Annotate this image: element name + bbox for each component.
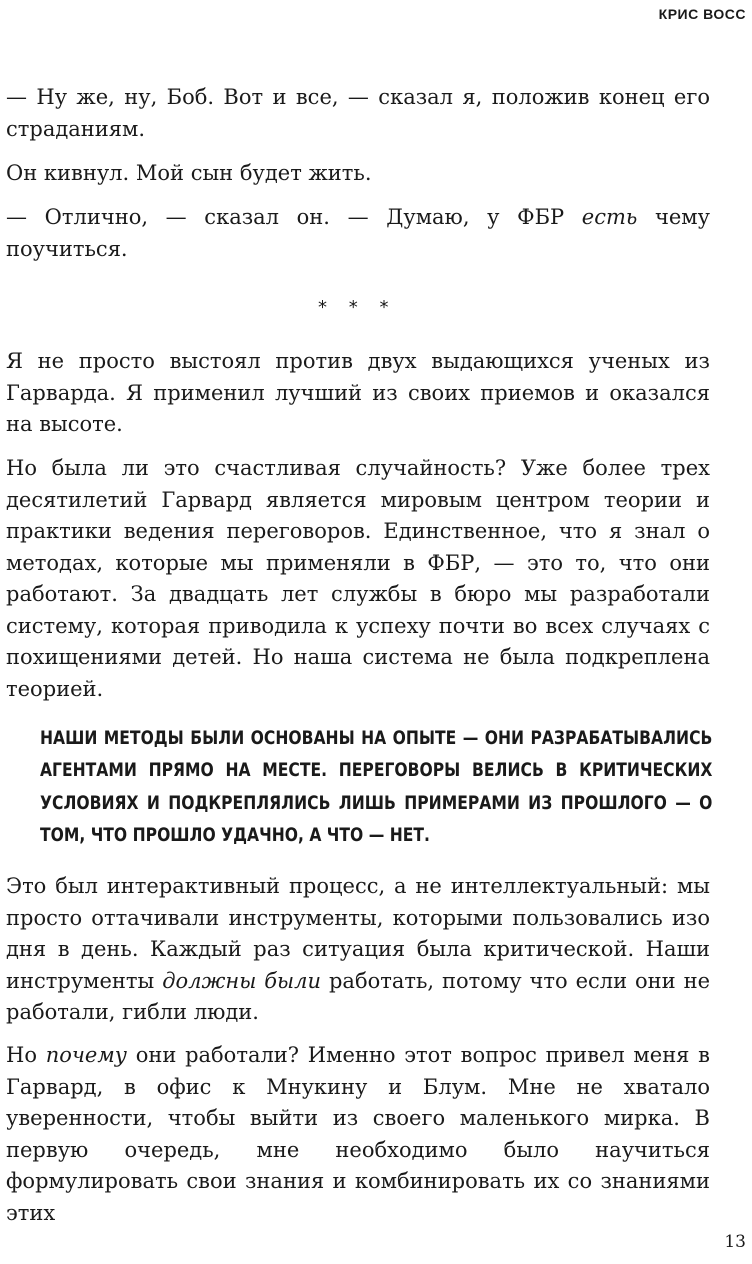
- paragraph-7-part-a: Но: [6, 1043, 46, 1067]
- paragraph-1-text: — Ну же, ну, Боб. Вот и все, — сказал я, положив конец его страданиям.: [6, 85, 710, 141]
- page-number: 13: [724, 1232, 746, 1252]
- paragraph-3-part-b: чему поучиться.: [6, 205, 710, 261]
- paragraph-6: [6, 871, 710, 1029]
- section-separator: * * *: [318, 297, 397, 318]
- paragraph-1: [6, 82, 710, 145]
- paragraph-6-text: [6, 871, 710, 1029]
- paragraph-2: [6, 158, 710, 190]
- pull-quote: НАШИ МЕТОДЫ БЫЛИ ОСНОВАНЫ НА ОПЫТЕ — ОНИ РАЗРАБАТЫВАЛИСЬ АГЕНТАМИ ПРЯМО НА МЕСТЕ. ПЕРЕГОВОРЫ ВЕЛИСЬ В КРИТИЧЕСКИХ УСЛОВИЯХ И ПОДКРЕПЛЯЛИСЬ ЛИШЬ ПРИМЕРАМИ ИЗ ПРОШЛОГО — О ТОМ, ЧТО ПРОШЛО УДАЧНО, А ЧТО — НЕТ.: [40, 727, 713, 847]
- paragraph-7: [6, 1040, 710, 1229]
- paragraph-3-part-a: — Отлично, — сказал он. — Думаю, у ФБР: [6, 205, 582, 229]
- running-head: КРИС ВОСС: [658, 6, 746, 22]
- paragraph-5-text: Но была ли это счастливая случайность? Уже более трех десятилетий Гарвард является мировым центром теории и практики ведения переговоров. Единственное, что я знал о методах, которые мы применяли в ФБР, — это то, что они работают. За двадцать лет службы в бюро мы разработали систему, которая приводила к успеху почти во всех случаях с похищениями детей. Но наша система не была подкреплена теорией.: [6, 456, 710, 701]
- paragraph-3: [6, 202, 710, 265]
- paragraph-3-text: [6, 202, 710, 265]
- paragraph-7-text: [6, 1040, 710, 1229]
- paragraph-4: [6, 346, 710, 441]
- paragraph-6-part-b: работать, потому что если они не работали, гибли люди.: [6, 968, 711, 1024]
- paragraph-7-part-b: они работали? Именно этот вопрос привел меня в Гарвард, в офис к Мнукину и Блум. Мне не хватало уверенности, чтобы выйти из своего маленького мирка. В первую очередь, мне необходимо было научиться формулировать свои знания и комбинировать их со знаниями этих: [6, 1043, 710, 1225]
- paragraph-6-part-a: Это был интерактивный процесс, а не интеллектуальный: мы просто оттачивали инструменты, которыми пользовались изо дня в день. Каждый раз ситуация была критической. Наши инструменты: [6, 874, 710, 993]
- paragraph-6-emphasis: должны были: [162, 968, 322, 993]
- paragraph-7-emphasis: почему: [45, 1043, 127, 1067]
- paragraph-5: [6, 453, 710, 705]
- paragraph-4-text: Я не просто выстоял против двух выдающихся ученых из Гарварда. Я применил лучший из своих приемов и оказался на высоте.: [6, 349, 710, 436]
- paragraph-3-emphasis: есть: [581, 205, 638, 229]
- paragraph-2-text: Он кивнул. Мой сын будет жить.: [6, 161, 372, 185]
